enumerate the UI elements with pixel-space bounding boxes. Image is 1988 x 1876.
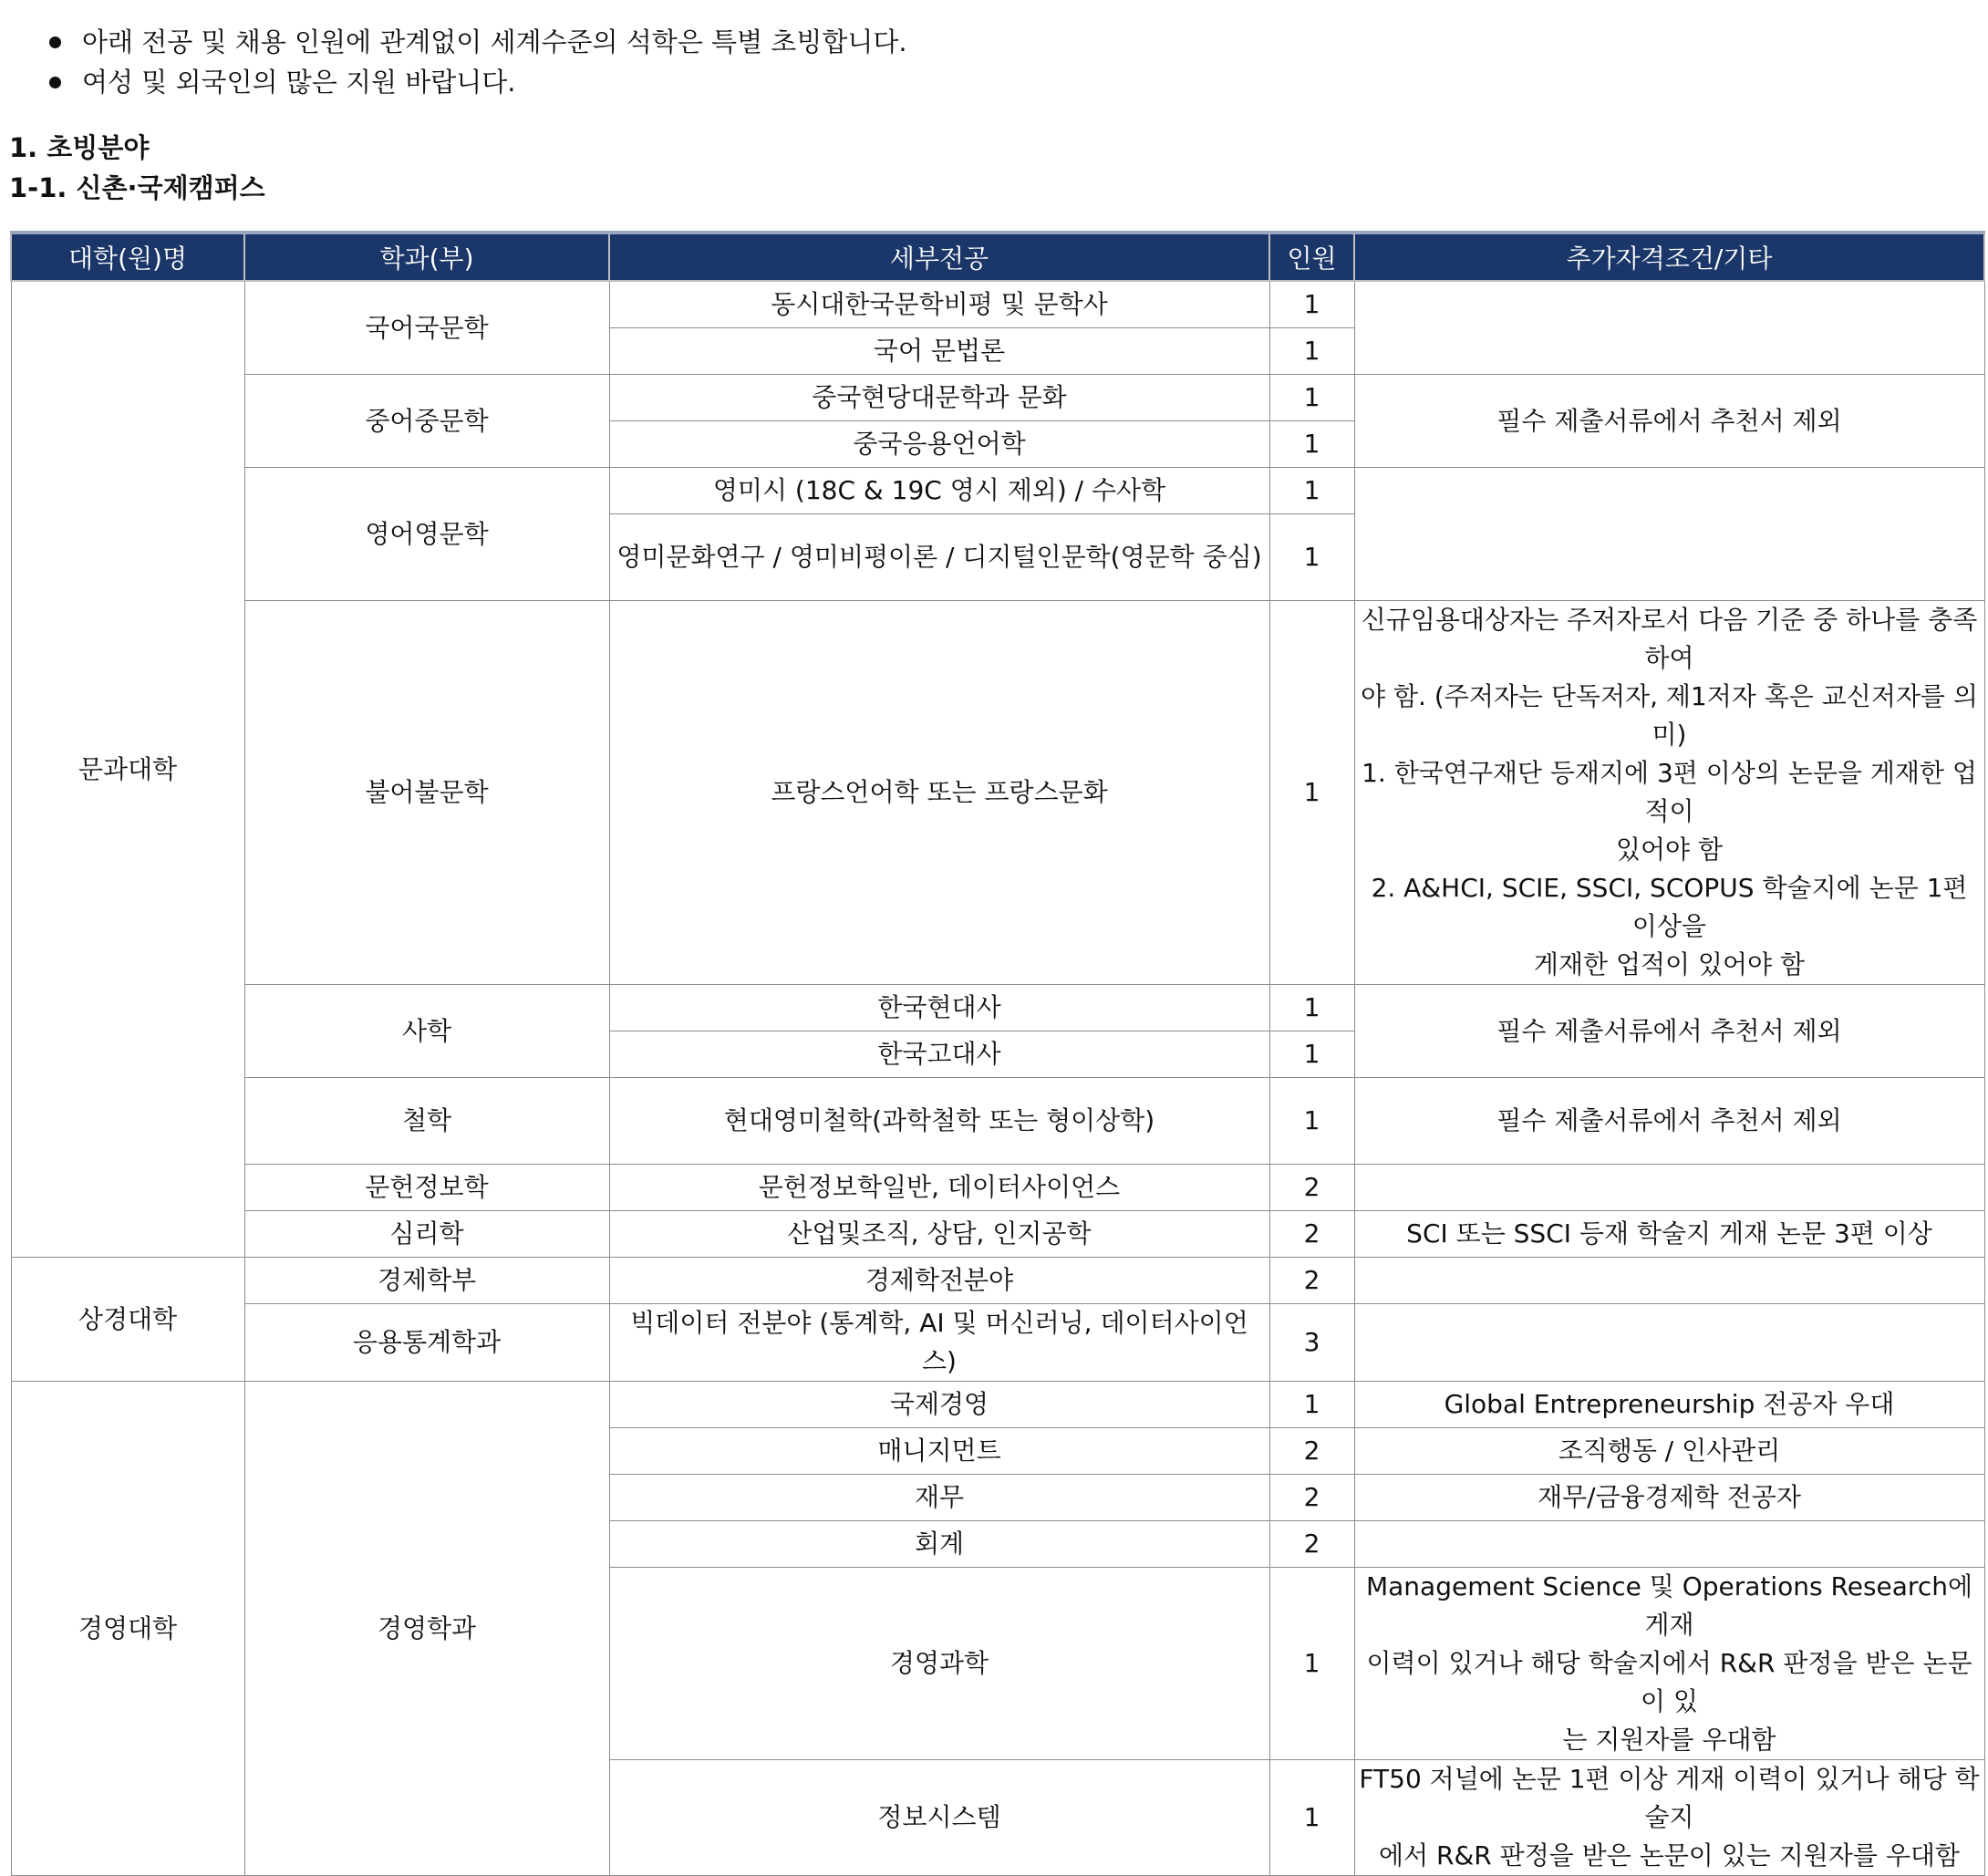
major-cell: 국제경영 <box>609 1382 1269 1428</box>
conditions-cell: 필수 제출서류에서 추천서 제외 <box>1354 375 1984 468</box>
conditions-cell: FT50 저널에 논문 1편 이상 게재 이력이 있거나 해당 학술지 에서 R&R 판정을 받은 논문이 있는 지원자를 우대함 <box>1354 1760 1984 1876</box>
major-cell: 빅데이터 전분야 (통계학, AI 및 머신러닝, 데이터사이언스) <box>609 1304 1269 1382</box>
count-cell: 1 <box>1269 601 1354 985</box>
department-cell: 중어중문학 <box>244 375 609 468</box>
department-cell: 불어불문학 <box>244 601 609 985</box>
conditions-cell: Global Entrepreneurship 전공자 우대 <box>1354 1382 1984 1428</box>
count-cell: 1 <box>1269 514 1354 601</box>
notice-item: 여성 및 외국인의 많은 지원 바랍니다. <box>0 62 1988 102</box>
department-cell: 철학 <box>244 1078 609 1165</box>
table-row <box>11 468 1984 514</box>
major-cell: 한국현대사 <box>609 985 1269 1031</box>
conditions-cell <box>1354 1521 1984 1568</box>
department-cell: 국어국문학 <box>244 281 609 375</box>
count-cell: 1 <box>1269 1382 1354 1428</box>
department-cell: 심리학 <box>244 1211 609 1258</box>
department-cell: 영어영문학 <box>244 468 609 601</box>
college-cell: 경영대학 <box>11 1382 244 1876</box>
conditions-cell: 신규임용대상자는 주저자로서 다음 기준 중 하나를 충족하여 야 함. (주저자는 단독저자, 제1저자 혹은 교신저자를 의미) 1. 한국연구재단 등재지에 3편 이상의 논문을 게재한 업적이 있어야 함 2. A&HCI, SCIE, SSCI, SCOPUS 학술지에 논문 1편 이상을 게재한 업적이 있어야 함 <box>1354 601 1984 985</box>
department-cell: 사학 <box>244 985 609 1078</box>
count-cell: 1 <box>1269 1078 1354 1165</box>
conditions-cell: Management Science 및 Operations Research에 게재 이력이 있거나 해당 학술지에서 R&R 판정을 받은 논문이 있 는 지원자를 우대함 <box>1354 1568 1984 1760</box>
table-header-row <box>11 233 1984 281</box>
department-cell: 응용통계학과 <box>244 1304 609 1382</box>
count-cell: 1 <box>1269 1760 1354 1876</box>
header-major: 세부전공 <box>609 233 1269 281</box>
conditions-cell <box>1354 1258 1984 1304</box>
major-cell: 동시대한국문학비평 및 문학사 <box>609 281 1269 328</box>
major-cell: 재무 <box>609 1475 1269 1521</box>
table-row <box>11 1165 1984 1211</box>
department-cell: 경영학과 <box>244 1382 609 1876</box>
header-count: 인원 <box>1269 233 1354 281</box>
table-row <box>11 985 1984 1031</box>
major-cell: 경영과학 <box>609 1568 1269 1760</box>
header-college: 대학(원)명 <box>11 233 244 281</box>
table-row <box>11 1258 1984 1304</box>
major-cell: 정보시스템 <box>609 1760 1269 1876</box>
count-cell: 1 <box>1269 281 1354 328</box>
recruitment-table <box>10 231 1985 1876</box>
major-cell: 문헌정보학일반, 데이터사이언스 <box>609 1165 1269 1211</box>
conditions-cell <box>1354 1304 1984 1382</box>
count-cell: 3 <box>1269 1304 1354 1382</box>
count-cell: 2 <box>1269 1428 1354 1475</box>
table-row <box>11 281 1984 328</box>
conditions-cell <box>1354 1165 1984 1211</box>
major-cell: 현대영미철학(과학철학 또는 형이상학) <box>609 1078 1269 1165</box>
table-row <box>11 1304 1984 1382</box>
count-cell: 2 <box>1269 1165 1354 1211</box>
section-heading: 1. 초빙분야 <box>9 132 150 163</box>
count-cell: 1 <box>1269 375 1354 421</box>
major-cell: 한국고대사 <box>609 1031 1269 1078</box>
table-row <box>11 1211 1984 1258</box>
count-cell: 2 <box>1269 1258 1354 1304</box>
count-cell: 1 <box>1269 421 1354 468</box>
count-cell: 1 <box>1269 1031 1354 1078</box>
major-cell: 경제학전분야 <box>609 1258 1269 1304</box>
count-cell: 2 <box>1269 1211 1354 1258</box>
college-cell: 문과대학 <box>11 281 244 1258</box>
header-department: 학과(부) <box>244 233 609 281</box>
header-conditions: 추가자격조건/기타 <box>1354 233 1984 281</box>
table-row <box>11 1078 1984 1165</box>
conditions-cell <box>1354 281 1984 375</box>
table-row <box>11 1382 1984 1428</box>
table-row <box>11 601 1984 985</box>
conditions-cell: 조직행동 / 인사관리 <box>1354 1428 1984 1475</box>
major-cell: 중국현당대문학과 문화 <box>609 375 1269 421</box>
major-cell: 회계 <box>609 1521 1269 1568</box>
conditions-cell: 필수 제출서류에서 추천서 제외 <box>1354 985 1984 1078</box>
conditions-cell: 필수 제출서류에서 추천서 제외 <box>1354 1078 1984 1165</box>
subsection-heading: 1-1. 신촌·국제캠퍼스 <box>9 172 265 203</box>
count-cell: 1 <box>1269 1568 1354 1760</box>
conditions-cell <box>1354 468 1984 601</box>
count-cell: 1 <box>1269 468 1354 514</box>
major-cell: 산업및조직, 상담, 인지공학 <box>609 1211 1269 1258</box>
notice-list <box>0 0 1988 102</box>
count-cell: 2 <box>1269 1475 1354 1521</box>
conditions-cell: SCI 또는 SSCI 등재 학술지 게재 논문 3편 이상 <box>1354 1211 1984 1258</box>
major-cell: 영미시 (18C & 19C 영시 제외) / 수사학 <box>609 468 1269 514</box>
major-cell: 영미문화연구 / 영미비평이론 / 디지털인문학(영문학 중심) <box>609 514 1269 601</box>
count-cell: 1 <box>1269 985 1354 1031</box>
count-cell: 2 <box>1269 1521 1354 1568</box>
major-cell: 매니지먼트 <box>609 1428 1269 1475</box>
count-cell: 1 <box>1269 328 1354 375</box>
major-cell: 프랑스언어학 또는 프랑스문화 <box>609 601 1269 985</box>
recruitment-table-wrap <box>10 231 1983 1876</box>
major-cell: 중국응용언어학 <box>609 421 1269 468</box>
notice-item: 아래 전공 및 채용 인원에 관계없이 세계수준의 석학은 특별 초빙합니다. <box>0 22 1988 62</box>
major-cell: 국어 문법론 <box>609 328 1269 375</box>
conditions-cell: 재무/금융경제학 전공자 <box>1354 1475 1984 1521</box>
college-cell: 상경대학 <box>11 1258 244 1382</box>
department-cell: 경제학부 <box>244 1258 609 1304</box>
table-row <box>11 375 1984 421</box>
department-cell: 문헌정보학 <box>244 1165 609 1211</box>
